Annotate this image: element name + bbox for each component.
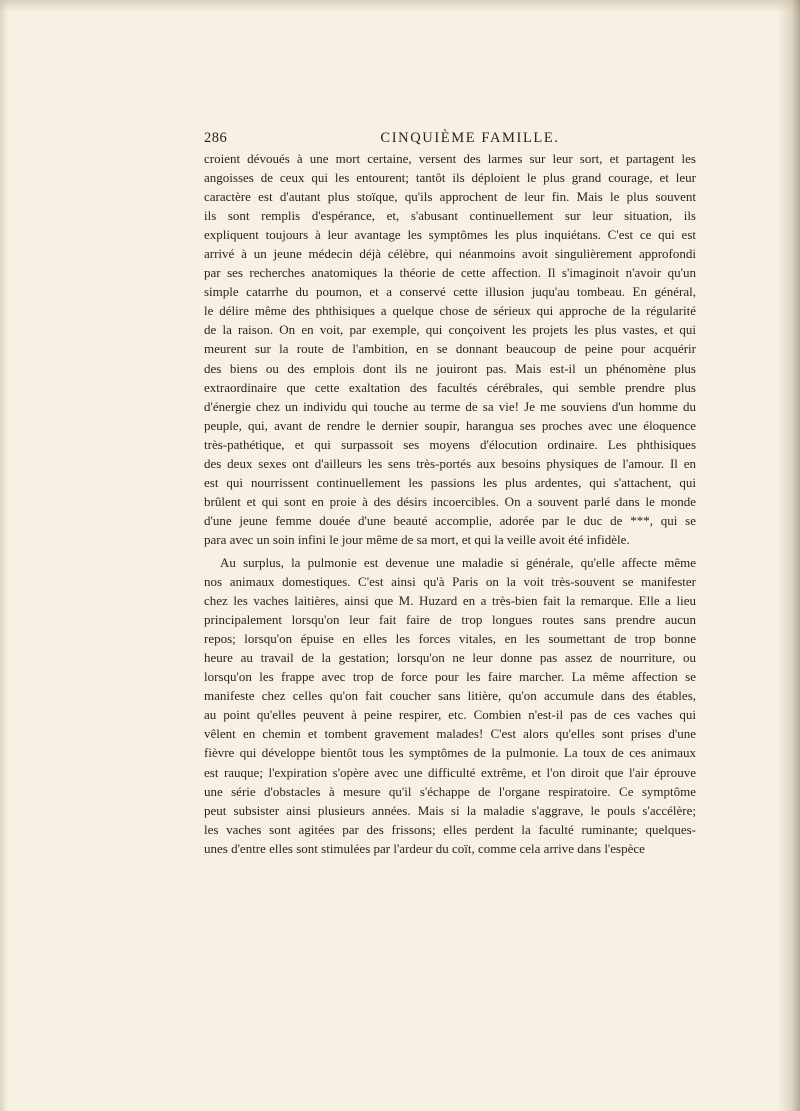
text-line: des deux sexes ont d'ailleurs les sens très-portés aux besoins physiques de l'amour. Il en (204, 455, 696, 471)
text-line: vêlent en chemin et tombent gravement malades! C'est alors qu'elles sont prises d'une (204, 726, 696, 742)
text-line: caractère est d'autant plus stoïque, qu'ils approchent de leur fin. Mais le plus souvent (204, 189, 696, 205)
text-line: d'énergie chez un individu qui touche au terme de sa vie! Je me souviens d'un homme du (204, 398, 696, 414)
text-line: arrivé à un jeune médecin déjà célèbre, qui néanmoins avoit singulièrement approfondi (204, 246, 696, 262)
text-line: des biens ou des emplois dont ils ne jouiront pas. Mais est-il un phénomène plus (204, 360, 696, 376)
text-line: unes d'entre elles sont stimulées par l'ardeur du coït, comme cela arrive dans l'espèce (204, 840, 645, 856)
text-line: repos; lorsqu'on épuise en elles les forces vitales, en les soumettant de trop bonne (204, 631, 696, 647)
running-head: CINQUIÈME FAMILLE. (380, 130, 560, 146)
text-line: fièvre qui développe bientôt tous les symptômes de la pulmonie. La toux de ces animaux (204, 745, 696, 761)
text-line: manifeste chez celles qu'on fait coucher sans litière, qu'on accumule dans des étables, (204, 688, 696, 704)
text-line: les vaches sont agitées par des frissons; elles perdent la faculté ruminante; quelques- (204, 821, 696, 837)
text-line: ils sont remplis d'espérance, et, s'abusant continuellement sur leur situation, ils (204, 208, 696, 224)
text-line: de la raison. On en voit, par exemple, qui conçoivent les projets les plus vastes, et qui (204, 322, 696, 338)
paragraph-2 (204, 553, 696, 858)
text-line: expliquent toujours à leur avantage les symptômes les plus inquiétans. C'est ce qui est (204, 227, 696, 243)
text-line: très-pathétique, et qui surpassoit ses moyens d'élocution ordinaire. Les phthisiques (204, 436, 696, 452)
text-line: peut subsister ainsi plusieurs années. Mais si la maladie s'aggrave, le pouls s'accélère; (204, 802, 696, 818)
text-line: est rauque; l'expiration s'opère avec une difficulté extrême, et l'on diroit que l'air éprouve (204, 764, 696, 780)
text-line: extraordinaire que cette exaltation des facultés cérébrales, qui semble prendre plus (204, 379, 696, 395)
text-line: par ses recherches anatomiques la théorie de cette affection. Il s'imaginoit n'avoir qu'un (204, 265, 696, 281)
body-text (204, 149, 696, 858)
text-line: simple catarrhe du poumon, et a conservé cette illusion juqu'au tombeau. En général, (204, 284, 696, 300)
text-line: meurent sur la route de l'ambition, en se donnant beaucoup de peine pour acquérir (204, 341, 696, 357)
text-line: le délire même des phthisiques a quelque chose de sérieux qui approche de la régularité (204, 303, 696, 319)
text-line: croient dévoués à une mort certaine, versent des larmes sur leur sort, et partagent les (204, 151, 696, 166)
text-line: heure au travail de la gestation; lorsqu'on ne leur donne pas assez de nourriture, ou (204, 650, 696, 666)
text-line: Au surplus, la pulmonie est devenue une maladie si générale, qu'elle affecte même (220, 554, 696, 570)
text-line: nos animaux domestiques. C'est ainsi qu'à Paris on la voit très-souvent se manifester (204, 574, 696, 590)
text-line: chez les vaches laitières, ainsi que M. Huzard en a très-bien fait la remarque. Elle a lieu (204, 593, 696, 609)
page-edge-shadow-right (778, 0, 800, 1111)
text-line: peuple, qui, avant de rendre le dernier soupir, harangua ses proches avec une éloquence (204, 417, 696, 433)
text-line: lorsqu'on les frappe avec trop de force pour les faire marcher. La même affection se (204, 669, 696, 685)
text-line: une série d'obstacles à mesure qu'il s'échappe de l'organe respiratoire. Ce symptôme (204, 783, 696, 799)
text-line: brûlent et qui sont en proie à des désirs incoercibles. On a souvent parlé dans le monde (204, 493, 696, 509)
page-edge-shadow-left (0, 0, 8, 1111)
text-line: para avec un soin infini le jour même de sa mort, et qui la veille avoit été infidèle. (204, 531, 630, 547)
text-line: angoisses de ceux qui les entourent; tantôt ils déploient le plus grand courage, et leur (204, 170, 696, 186)
text-line: principalement lorsqu'on leur fait faire de trop longues routes sans prendre aucun (204, 612, 696, 628)
page-number: 286 (204, 130, 228, 146)
text-line: au point qu'elles peuvent à peine respirer, etc. Combien n'est-il pas de ces vaches qui (204, 707, 696, 723)
text-line: d'une jeune femme douée d'une beauté accomplie, adorée par le duc de ***, qui se (204, 512, 696, 528)
paragraph-1 (204, 149, 696, 549)
page-edge-shadow-top (0, 0, 800, 12)
page-header (204, 130, 696, 150)
text-line: est qui nourrissent continuellement les passions les plus ardentes, qui s'attachent, qui (204, 474, 696, 490)
